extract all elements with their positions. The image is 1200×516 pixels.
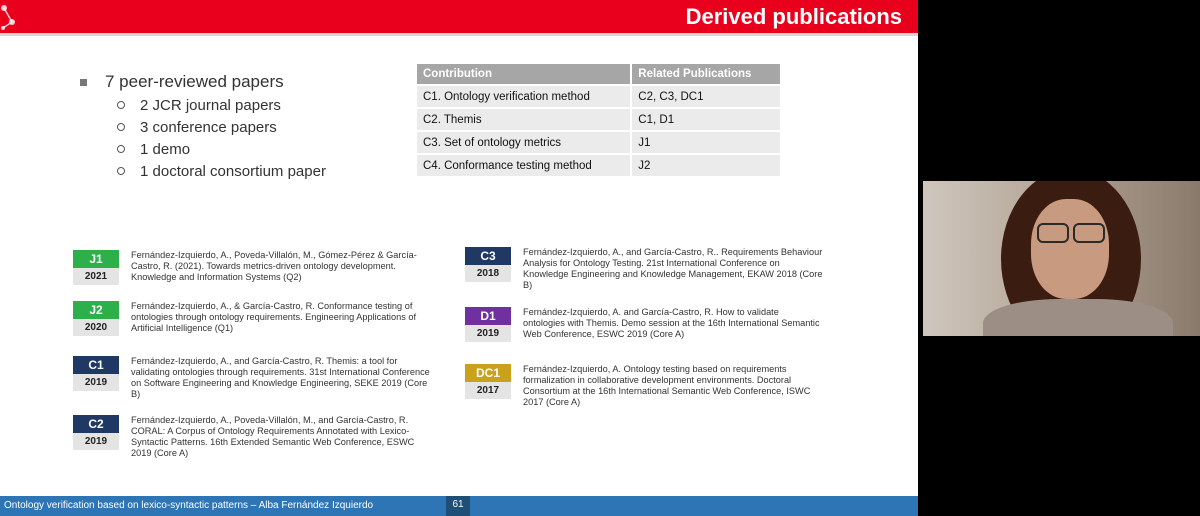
publication-reference: Fernández-Izquierdo, A., Poveda-Villalón, M., and García-Castro, R. CORAL: A Corpus of Ontology Requirements Annotated with Lexico-Syntactic Patterns. 16th Extended Semantic Web Conference, ESWC 2019 (Core A)	[131, 415, 415, 458]
circle-bullet-icon	[117, 123, 125, 131]
publication-year: 2019	[465, 325, 511, 342]
slide-title: Derived publications	[685, 4, 902, 29]
publication-badge	[73, 250, 119, 285]
publication-code: DC1	[465, 364, 511, 382]
table-cell: C2. Themis	[417, 108, 631, 131]
sub-bullet	[117, 118, 326, 136]
publication-year: 2018	[465, 265, 511, 282]
publication-year: 2020	[73, 319, 119, 336]
title-bar	[0, 0, 918, 33]
table-cell: C3. Set of ontology metrics	[417, 131, 631, 154]
sub-bullet	[117, 162, 326, 180]
publication-reference: Fernández-Izquierdo, A. Ontology testing based on requirements formalization in collaborative development environments. Doctoral Consortium at the 16th International Semantic Web Conference, ISWC 2017 (Core A)	[523, 364, 811, 407]
summary-bullets	[80, 72, 326, 184]
table-cell: C2, C3, DC1	[631, 85, 780, 108]
table-header-cell: Related Publications	[631, 64, 780, 85]
publication-entry	[465, 247, 823, 291]
publication-entry	[465, 364, 823, 408]
publication-badge	[73, 356, 119, 400]
page-number: 61	[446, 496, 470, 516]
webcam-video	[923, 181, 1200, 336]
sub-bullet-text: 1 doctoral consortium paper	[140, 162, 326, 180]
title-divider	[0, 33, 918, 36]
publication-code: J1	[73, 250, 119, 268]
publication-year: 2019	[73, 374, 119, 391]
publication-code: C3	[465, 247, 511, 265]
publication-badge	[73, 415, 119, 459]
table-header-row	[417, 64, 780, 85]
publication-code: C1	[73, 356, 119, 374]
publication-year: 2019	[73, 433, 119, 450]
table-row	[417, 85, 780, 108]
table-header-cell: Contribution	[417, 64, 631, 85]
publication-year: 2021	[73, 268, 119, 285]
publication-badge	[73, 301, 119, 336]
sub-bullet	[117, 96, 326, 114]
publication-reference: Fernández-Izquierdo, A., & García-Castro, R. Conformance testing of ontologies through ontology requirements. Engineering Applications of Artificial Intelligence (Q1)	[131, 301, 417, 333]
publication-entry	[73, 415, 431, 459]
table-cell: J2	[631, 154, 780, 176]
main-bullet-text: 7 peer-reviewed papers	[105, 72, 284, 91]
footer-text: Ontology verification based on lexico-syntactic patterns – Alba Fernández Izquierdo	[4, 500, 374, 511]
sub-bullet-text: 3 conference papers	[140, 118, 277, 136]
publication-badge	[465, 307, 511, 342]
publication-code: D1	[465, 307, 511, 325]
table-cell: C1. Ontology verification method	[417, 85, 631, 108]
publication-entry	[73, 301, 431, 336]
publication-code: J2	[73, 301, 119, 319]
network-logo-icon	[0, 0, 30, 33]
speaker-body	[983, 299, 1173, 336]
publication-entry	[73, 356, 431, 400]
slide-footer	[0, 496, 918, 516]
table-row	[417, 108, 780, 131]
publication-entry	[465, 307, 823, 342]
publication-entry	[73, 250, 431, 285]
main-bullet	[80, 72, 326, 92]
square-bullet-icon	[80, 79, 87, 86]
publication-code: C2	[73, 415, 119, 433]
publication-badge	[465, 364, 511, 408]
publication-reference: Fernández-Izquierdo, A., and García-Castro, R. Themis: a tool for validating ontologies through requirements. 31st International Conference on Software Engineering and Knowledge Engineering, SEKE 2019 (Core B)	[131, 356, 430, 399]
publication-year: 2017	[465, 382, 511, 399]
table-cell: J1	[631, 131, 780, 154]
sub-bullet	[117, 140, 326, 158]
sub-bullet-text: 2 JCR journal papers	[140, 96, 281, 114]
publication-badge	[465, 247, 511, 291]
publication-reference: Fernández-Izquierdo, A., and García-Castro, R.. Requirements Behaviour Analysis for Ontology Testing. 21st International Conference on Knowledge Engineering and Knowledge Management, EKAW 2018 (Core B)	[523, 247, 823, 290]
circle-bullet-icon	[117, 145, 125, 153]
table-row	[417, 131, 780, 154]
sub-bullet-text: 1 demo	[140, 140, 191, 158]
circle-bullet-icon	[117, 167, 125, 175]
glasses-icon	[1035, 223, 1105, 241]
circle-bullet-icon	[117, 101, 125, 109]
table-cell: C4. Conformance testing method	[417, 154, 631, 176]
speaker-face	[1031, 199, 1109, 299]
table-row	[417, 154, 780, 176]
table-cell: C1, D1	[631, 108, 780, 131]
contributions-table	[417, 64, 780, 176]
publication-reference: Fernández-Izquierdo, A., Poveda-Villalón, M., Gómez-Pérez & García-Castro, R. (2021). Towards metrics-driven ontology development. Knowledge and Information Systems (Q2)	[131, 250, 417, 282]
publication-reference: Fernández-Izquierdo, A. and García-Castro, R. How to validate ontologies with Themis. Demo session at the 16th International Semantic Web Conference, ESWC 2019 (Core A)	[523, 307, 820, 339]
